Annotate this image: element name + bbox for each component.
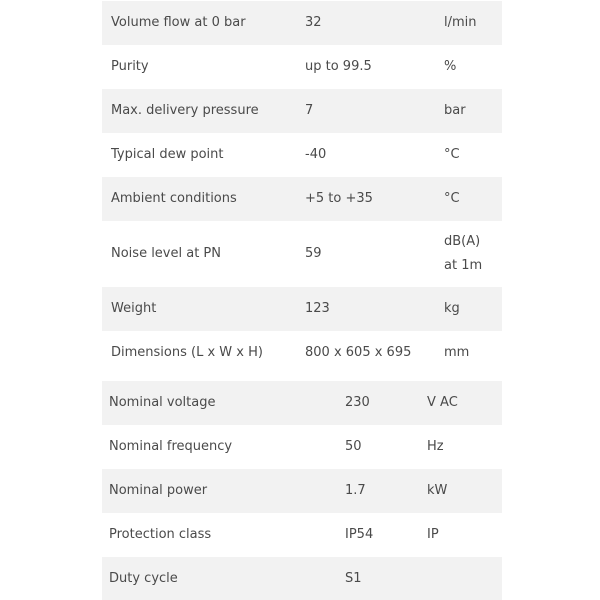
table-row	[102, 331, 502, 375]
electrical-specs-table	[102, 381, 502, 600]
table-row	[102, 513, 502, 557]
spec-unit: °C	[444, 191, 460, 206]
spec-label: Volume flow at 0 bar	[111, 15, 246, 30]
spec-value: 50	[345, 439, 362, 454]
spec-unit: kg	[444, 301, 460, 316]
spec-value: 800 x 605 x 695	[305, 345, 412, 360]
technical-specs-table	[102, 1, 502, 375]
spec-label: Nominal frequency	[109, 439, 233, 454]
spec-label: Duty cycle	[109, 571, 178, 586]
table-row	[102, 45, 502, 89]
table-row	[102, 133, 502, 177]
spec-unit-line-1: dB(A)	[444, 234, 481, 249]
spec-unit-line-2: at 1m	[444, 258, 483, 273]
spec-label: Purity	[111, 59, 149, 74]
spec-value: IP54	[345, 527, 374, 542]
spec-value: 7	[305, 103, 314, 118]
spec-label: Noise level at PN	[111, 246, 221, 261]
spec-unit: l/min	[444, 15, 477, 30]
table-row	[102, 287, 502, 331]
spec-value: 230	[345, 395, 370, 410]
table-row	[102, 469, 502, 513]
spec-label: Max. delivery pressure	[111, 103, 259, 118]
spec-value: -40	[305, 147, 327, 162]
spec-label: Protection class	[109, 527, 212, 542]
spec-label: Nominal power	[109, 483, 208, 498]
table-row	[102, 557, 502, 600]
spec-label: Nominal voltage	[109, 395, 216, 410]
spec-unit: %	[444, 59, 457, 74]
table-row	[102, 425, 502, 469]
spec-unit: bar	[444, 103, 466, 118]
spec-value: 1.7	[345, 483, 366, 498]
spec-value: 32	[305, 15, 322, 30]
spec-unit: V AC	[427, 395, 458, 410]
spec-unit: kW	[427, 483, 448, 498]
spec-label: Dimensions (L x W x H)	[111, 345, 263, 360]
table-row	[102, 221, 502, 287]
spec-value: S1	[345, 571, 362, 586]
table-row	[102, 1, 502, 45]
spec-unit: mm	[444, 345, 470, 360]
spec-unit: Hz	[427, 439, 444, 454]
spec-unit: IP	[427, 527, 439, 542]
spec-value: 59	[305, 246, 322, 261]
table-row	[102, 177, 502, 221]
table-row	[102, 89, 502, 133]
spec-label: Weight	[111, 301, 157, 316]
spec-unit: °C	[444, 147, 460, 162]
spec-value: +5 to +35	[305, 191, 373, 206]
spec-value: up to 99.5	[305, 59, 372, 74]
spec-value: 123	[305, 301, 330, 316]
table-row	[102, 381, 502, 425]
spec-label: Ambient conditions	[111, 191, 237, 206]
spec-label: Typical dew point	[111, 147, 224, 162]
spec-unit	[444, 221, 482, 287]
